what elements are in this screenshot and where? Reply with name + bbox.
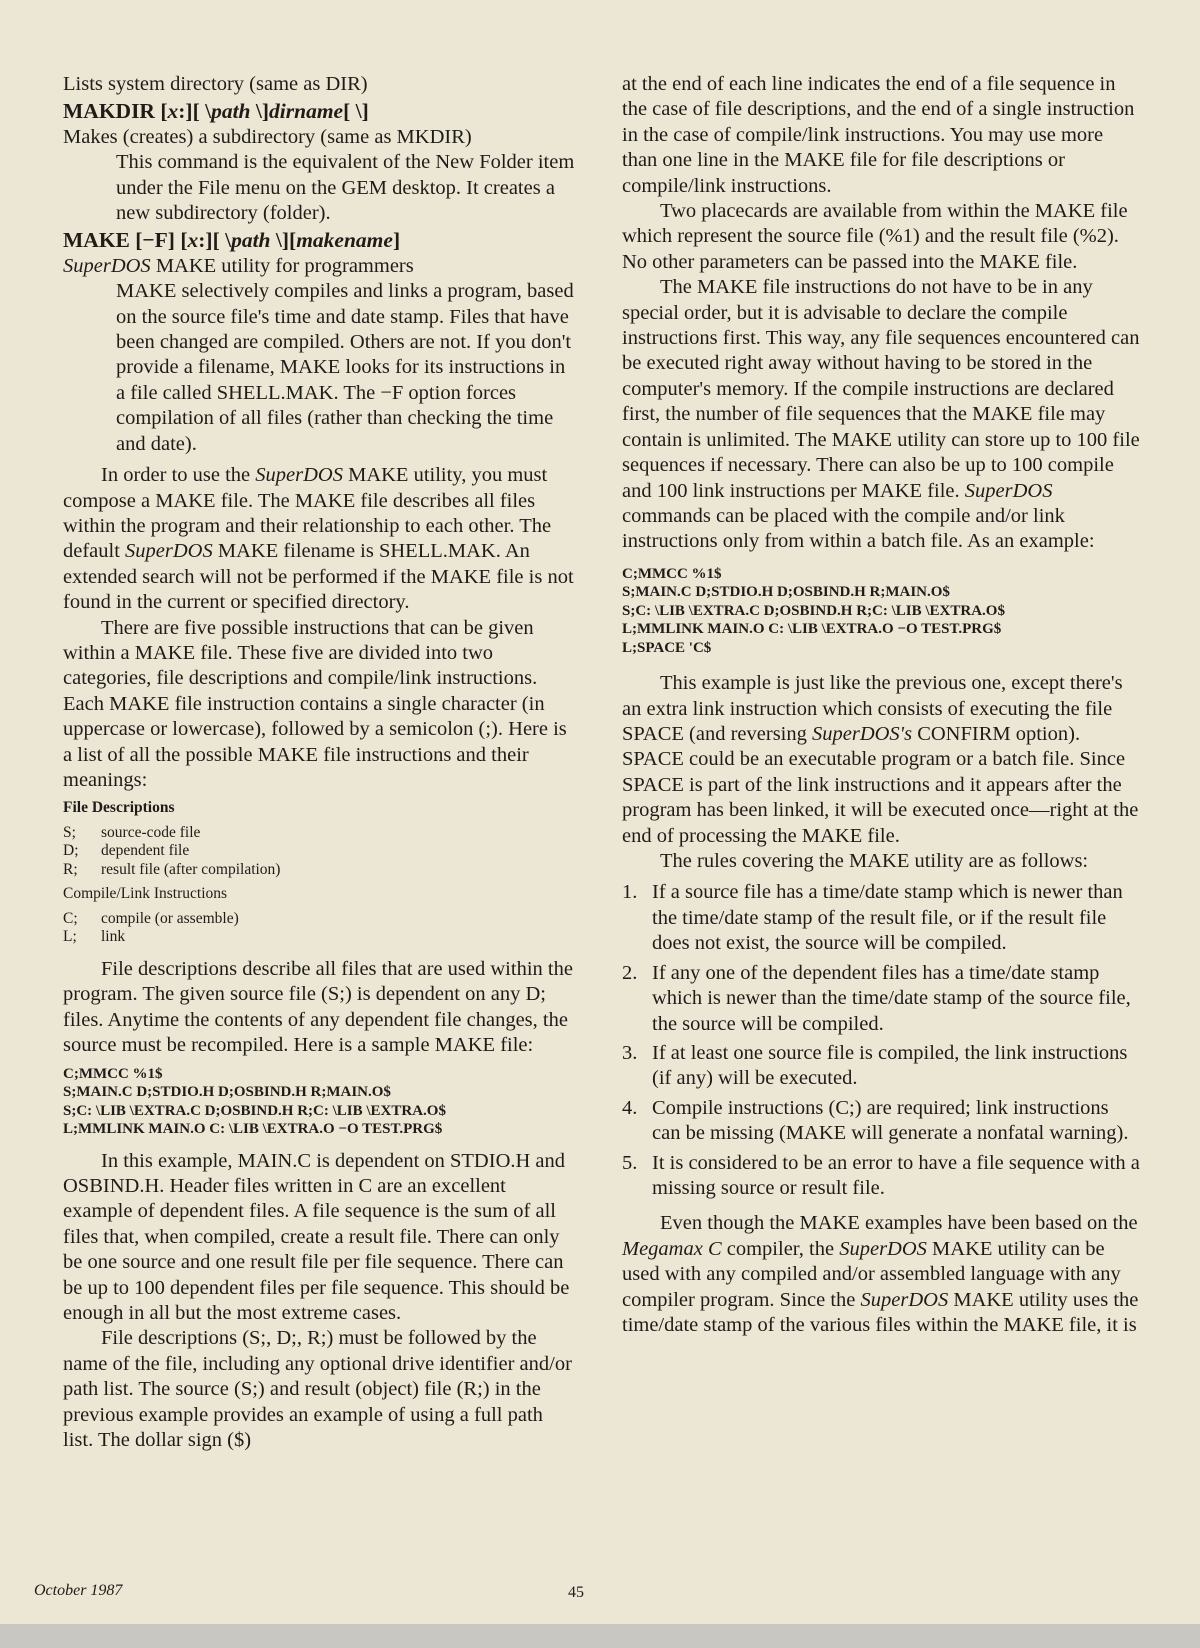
make-command: MAKE [−F] [x:][ \path \][makename] (63, 228, 401, 253)
list-item: L; link (63, 928, 126, 946)
list-item: D; dependent file (63, 842, 190, 860)
footer-date: October 1987 (34, 1582, 123, 1599)
paragraph-five-instructions: There are five possible instructions that can be given within a MAKE file. These five are divided into two categories, file descriptions and compile/link instructions. Each MAKE file instruction contains a single character (in uppercase or lowercase), followed by a semicolon (;). Here is a list of all the possible MAKE file instructions and their meanings: (63, 616, 567, 791)
paragraph-example: In this example, MAIN.C is dependent on STDIO.H and OSBIND.H. Header files written in C are an excellent example of dependent files. A file sequence is the sum of all files that, when compiled, create a result file. There can only be one source and one result file per file sequence. There can be up to 100 dependent files per file sequence. This should be enough in all but the most extreme cases. (63, 1149, 570, 1324)
makedir-description: Makes (creates) a subdirectory (same as MKDIR) (63, 125, 472, 148)
paragraph-file-names: File descriptions (S;, D;, R;) must be followed by the name of the file, including any optional drive identifier and/or path list. The source (S;) and result (object) file (R;) in the previous example provides an example of using a full path list. The dollar sign ($) (63, 1327, 572, 1451)
right-column (622, 72, 1142, 1338)
code-sample-1 (63, 1065, 578, 1139)
code-line: L;MMLINK MAIN.O C: \LIB \EXTRA.O −O TEST.PRG$ (63, 1121, 443, 1137)
list-item: 4. Compile instructions (C;) are required; link instructions can be missing (MAKE will generate a nonfatal warning). (622, 1096, 1129, 1145)
list-item: C; compile (or assemble) (63, 909, 239, 927)
page-number: 45 (568, 1584, 584, 1601)
list-item: S; source-code file (63, 823, 201, 841)
code-sample-2 (622, 565, 1142, 658)
paragraph-make-file: In order to use the SuperDOS MAKE utility, you must compose a MAKE file. The MAKE file describes all files within the program and their relationship to each other. The default SuperDOS MAKE filename is SHELL.MAK. An extended search will not be performed if the MAKE file is not found in the current or specified directory. (63, 464, 574, 614)
left-column (63, 72, 578, 1453)
file-descriptions-heading: File Descriptions (63, 799, 175, 817)
rules-list (622, 880, 1142, 1201)
paragraph-megamax: Even though the MAKE examples have been based on the Megamax C compiler, the SuperDOS MAKE utility can be used with any compiled and/or assembled language with any compiler program. Since the SuperDOS MAKE utility uses the time/date stamp of the various files within the MAKE file, it is (622, 1212, 1139, 1336)
list-item: 1. If a source file has a time/date stamp which is newer than the time/date stamp of the result file, or if the result file does not exist, the source will be compiled. (622, 881, 1123, 955)
make-detail: MAKE selectively compiles and links a program, based on the source file's time and date stamp. Files that have been changed are compiled. Others are not. If you don't provide a filename, MAKE looks for its instructions in a file called SHELL.MAK. The −F option forces compilation of all files (rather than checking the time and date). (116, 280, 574, 455)
scan-edge (0, 1624, 1200, 1648)
code-line: L;SPACE 'C$ (622, 639, 712, 656)
makedir-detail: This command is the equivalent of the New Folder item under the File menu on the GEM desktop. It creates a new subdirectory (folder). (116, 151, 575, 225)
compile-link-heading: Compile/Link Instructions (63, 885, 228, 903)
paragraph-placecards: Two placecards are available from within the MAKE file which represent the source file (%1) and the result file (%2). No other parameters can be passed into the MAKE file. (622, 200, 1128, 273)
code-line: S;MAIN.C D;STDIO.H D;OSBIND.H R;MAIN.O$ (622, 584, 950, 601)
compile-link-list (63, 910, 239, 947)
list-item: R; result file (after compilation) (63, 860, 281, 878)
list-item: 2. If any one of the dependent files has a time/date stamp which is newer than the time/date stamp of the source file, the source will be compiled. (622, 961, 1131, 1035)
paragraph-file-descriptions: File descriptions describe all files that are used within the program. The given source file (S;) is dependent on any D; files. Anytime the contents of any dependent file changes, the source must be recompiled. Here is a sample MAKE file: (63, 957, 573, 1057)
code-line: C;MMCC %1$ (622, 565, 722, 582)
list-item: 5. It is considered to be an error to have a file sequence with a missing source or result file. (622, 1151, 1140, 1199)
paragraph-order: The MAKE file instructions do not have to be in any special order, but it is advisable to declare the compile instructions first. This way, any file sequences encountered can be executed right away without having to be stored in the computer's memory. If the compile instructions are declared first, the number of file sequences that the MAKE file may contain is unlimited. The MAKE utility can store up to 100 file sequences if necessary. There can also be up to 100 compile and 100 link instructions per MAKE file. SuperDOS commands can be placed with the compile and/or link instructions only from within a batch file. As an example: (622, 276, 1140, 553)
make-description: SuperDOS MAKE utility for programmers (63, 254, 414, 277)
code-line: C;MMCC %1$ (63, 1065, 163, 1082)
code-line: S;C: \LIB \EXTRA.C D;OSBIND.H R;C: \LIB \EXTRA.O$ (63, 1102, 446, 1119)
file-descriptions-list (63, 824, 280, 880)
code-line: S;MAIN.C D;STDIO.H D;OSBIND.H R;MAIN.O$ (63, 1084, 391, 1100)
makedir-command: MAKDIR [x:][ \path \]dirname[ \] (63, 99, 369, 124)
paragraph-rules-intro: The rules covering the MAKE utility are as follows: (660, 850, 1089, 873)
paragraph-dollar-sign: at the end of each line indicates the end of a file sequence in the case of file descriptions, and the end of a single instruction in the case of compile/link instructions. You may use more than one line in the MAKE file for file descriptions or compile/link instructions. (622, 73, 1135, 197)
paragraph-space-example: This example is just like the previous one, except there's an extra link instruction which consists of executing the file SPACE (and reversing SuperDOS's CONFIRM option). SPACE could be an executable program or a batch file. Since SPACE is part of the link instructions and it appears after the program has been linked, it will be executed once—right at the end of processing the MAKE file. (622, 672, 1139, 847)
code-line: L;MMLINK MAIN.O C: \LIB \EXTRA.O −O TEST.PRG$ (622, 621, 1002, 638)
list-item: 3. If at least one source file is compiled, the link instructions (if any) will be executed. (622, 1041, 1128, 1090)
dir-description: Lists system directory (same as DIR) (63, 73, 368, 95)
code-line: S;C: \LIB \EXTRA.C D;OSBIND.H R;C: \LIB \EXTRA.O$ (622, 602, 1005, 619)
